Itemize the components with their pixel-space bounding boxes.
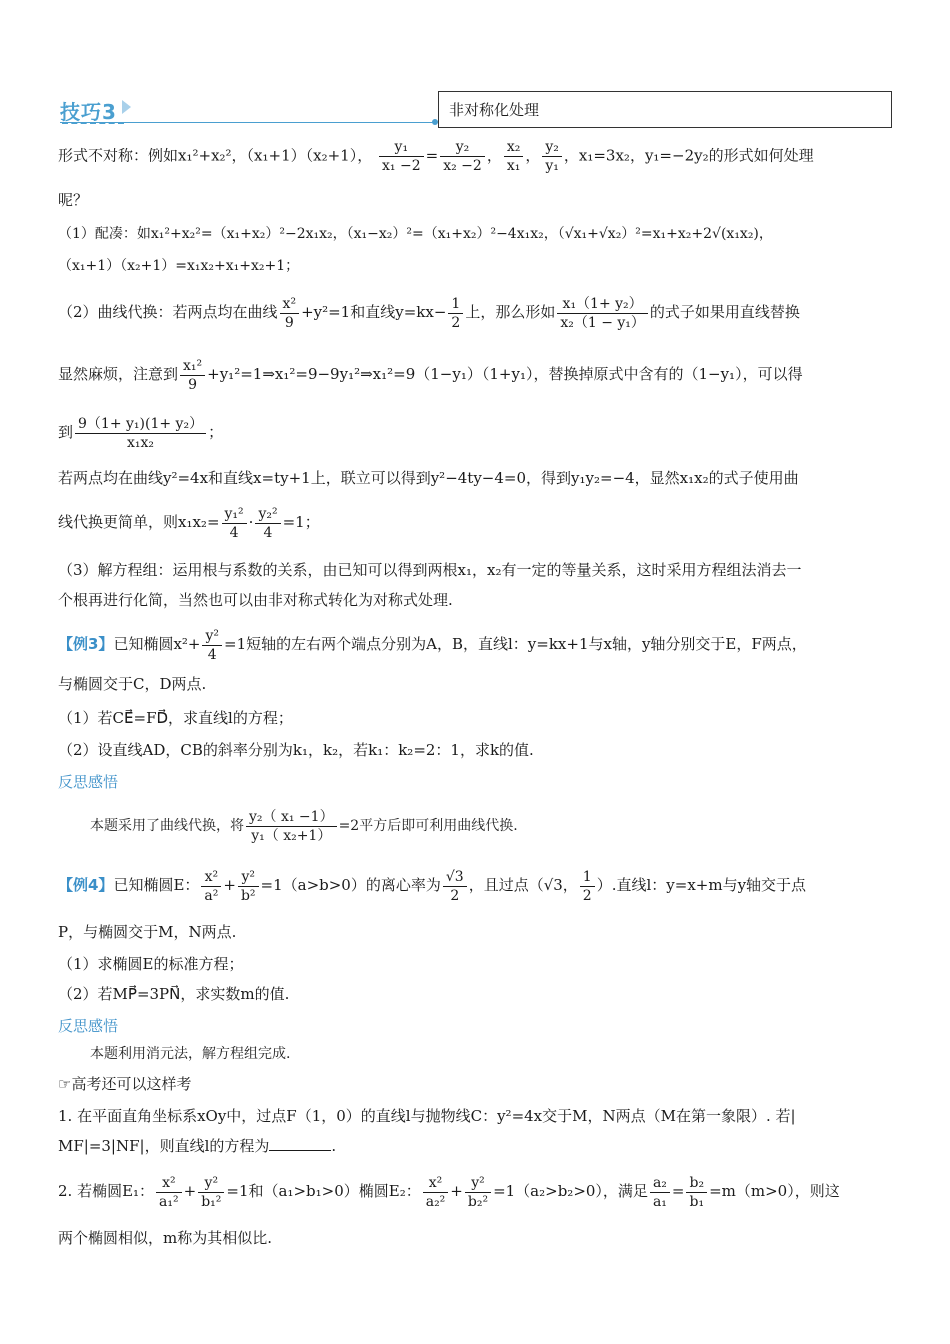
more-title: ☞高考还可以这样考 (58, 1075, 192, 1093)
example4-q1: （1）求椭圆E的标准方程； (58, 955, 244, 973)
fraction: $\frac{\text{x²}}{\text{a₁²}}$ (156, 1174, 182, 1211)
more-p1-line-2: MF|=3|NF|，则直线l的方程为 . (58, 1137, 337, 1155)
fraction: $\frac{\text{x²}}{\text{a²}}$ (201, 868, 221, 905)
example3-q2: （2）设直线AD，CB的斜率分别为k₁，k₂，若k₁：k₂=2：1，求k的值. (58, 741, 534, 759)
example3-q1: （1）若CE⃗=FD⃗，求直线l的方程； (58, 709, 293, 727)
answer-blank (269, 1136, 331, 1151)
reflect-title-2: 反思感悟 (58, 1017, 119, 1035)
fraction: $\frac{\text{b₂}}{\text{b₁}}$ (686, 1174, 707, 1211)
more-p2-line-2: 两个椭圆相似，m称为其相似比. (58, 1229, 272, 1247)
fraction: $\frac{\text{9（1+ y₁)(1+ y₂）}}{\text{x₁x₂}}$ (75, 415, 206, 452)
more-p1-line-1: 1. 在平面直角坐标系xOy中，过点F（1，0）的直线l与抛物线C：y²=4x交于M，N两点（M在第一象限）. 若| (58, 1107, 796, 1125)
example4-tag: 【例4】 (58, 876, 114, 894)
item3-line-1: （3）解方程组：运用根与系数的关系，由已知可以得到两根x₁，x₂有一定的等量关系，这时采用方程组法消去一 (58, 561, 802, 579)
item1-line-1: （1）配凑：如x₁²+x₂²=（x₁+x₂）²−2x₁x₂，（x₁−x₂）²=（x₁+x₂）²−4x₁x₂，（√x₁+√x₂）²=x₁+x₂+2√(x₁x₂)， (58, 226, 773, 242)
intro-line-1: 形式不对称：例如x₁²+x₂²，（x₁+1）（x₂+1）， $\frac{\text{y₁}}{\text{x₁ −2}}$ = $\frac{\text{y₂}}{\text{x₂ −2}}$ ， $\frac{\text{x₂}}{\text{x₁}}$ ， $\frac{\text{y₂}}{\text{y₁}}$ ，x₁=3x₂，y₁=−2y₂的形式如何处理 (58, 139, 814, 174)
fraction: $\frac{\text{y₂（ x₁ −1）}}{\text{y₁（ x₂+1）}}$ (246, 808, 337, 845)
item3-line-2: 个根再进行化简，当然也可以由非对称式转化为对称式处理. (58, 591, 453, 609)
divider-line (60, 122, 434, 123)
fraction: $\frac{\text{y²}}{4}$ (202, 627, 222, 664)
example4-line-2: P，与椭圆交于M，N两点. (58, 923, 237, 941)
fraction: $\frac{\text{y²}}{\text{b₂²}}$ (465, 1174, 491, 1211)
technique-badge (58, 88, 436, 128)
fraction: $\frac{\text{a₂}}{\text{a₁}}$ (650, 1174, 670, 1211)
item1-line-2: （x₁+1）（x₂+1）=x₁x₂+x₁+x₂+1； (58, 258, 300, 274)
fraction: $\frac{\text{y₂}}{\text{x₂ −2}}$ (440, 138, 485, 175)
badge-label: 技巧3 (60, 100, 117, 124)
fraction: $\frac{\text{x₁（1+ y₂）}}{\text{x₂（1 − y₁）}}$ (557, 295, 648, 332)
fraction: $\frac{\text{y₂}}{\text{y₁}}$ (542, 138, 562, 175)
fraction: $\frac{\text{y²}}{\text{b²}}$ (238, 868, 259, 905)
fraction: $\frac{\text{y₁}}{\text{x₁ −2}}$ (379, 138, 424, 175)
item2-line-2: 显然麻烦，注意到 $\frac{\text{x₁²}}{9}$ +y₁²=1⇒x₁²=9−9y₁²⇒x₁²=9（1−y₁）（1+y₁），替换掉原式中含有的（1−y₁），可以得 (58, 357, 803, 393)
fraction: $\frac{\text{x²}}{\text{a₂²}}$ (423, 1174, 449, 1211)
fraction: $\frac{1}{2}$ (448, 295, 463, 332)
example4-q2: （2）若MP⃗=3PN⃗，求实数m的值. (58, 985, 290, 1003)
reflect-text-1: 本题采用了曲线代换，将 $\frac{\text{y₂（ x₁ −1）}}{\text{y₁（ x₂+1）}}$ =2平方后即可利用曲线代换. (90, 808, 518, 844)
item2-line-4: 若两点均在曲线y²=4x和直线x=ty+1上，联立可以得到y²−4ty−4=0，得到y₁y₂=−4，显然x₁x₂的式子使用曲 (58, 469, 799, 487)
intro-line-2: 呢？ (58, 191, 89, 209)
item2-line-3: 到 $\frac{\text{9（1+ y₁)(1+ y₂）}}{\text{x₁x₂}}$ ； (58, 415, 224, 451)
reflect-title-1: 反思感悟 (58, 773, 119, 791)
example3-line-2: 与椭圆交于C，D两点. (58, 675, 207, 693)
fraction: $\frac{\text{y₁²}}{4}$ (222, 505, 247, 542)
item2-line-5: 线代换更简单，则x₁x₂= $\frac{\text{y₁²}}{4}$ · $\frac{\text{y₂²}}{4}$ =1； (58, 505, 320, 541)
reflect-text-2: 本题利用消元法，解方程组完成. (90, 1046, 291, 1062)
example3-tag: 【例3】 (58, 635, 114, 653)
fraction: $\frac{\text{y²}}{\text{b₁²}}$ (198, 1174, 224, 1211)
more-p2-line-1: 2. 若椭圆E₁： $\frac{\text{x²}}{\text{a₁²}}$ + $\frac{\text{y²}}{\text{b₁²}}$ =1和（a₁>b₁>0）椭圆E₂： $\frac{\text{x²}}{\text{a₂²}}$ + $\frac{\text{y²}}{\text{b₂²}}$ =1（a₂>b₂>0），满足 $\frac{\text{a₂}}{\text{a₁}}$ = $\frac{\text{b₂}}{\text{b₁}}$ =m（m>0），则这 (58, 1174, 840, 1210)
example4-line-1: 【例4】已知椭圆E： $\frac{\text{x²}}{\text{a²}}$ + $\frac{\text{y²}}{\text{b²}}$ =1（a>b>0）的离心率为 $\frac{√3}{2}$ ，且过点（√3， $\frac{1}{2}$ ）.直线l：y=x+m与y轴交于点 (58, 868, 807, 904)
example3-line-1: 【例3】已知椭圆x²+ $\frac{\text{y²}}{4}$ =1短轴的左右两个端点分别为A，B，直线l：y=kx+1与x轴，y轴分别交于E，F两点， (58, 627, 807, 663)
item2-line-1: （2）曲线代换：若两点均在曲线 $\frac{\text{x²}}{9}$ +y²=1和直线y=kx− $\frac{1}{2}$ 上，那么形如 $\frac{\text{x₁（1+ y₂）}}{\text{x₂（1 − y₁）}}$ 的式子如果用直线替换 (58, 295, 800, 331)
section-header (58, 88, 892, 130)
fraction: $\frac{\text{x₁²}}{9}$ (180, 357, 205, 394)
page (58, 88, 892, 1247)
fraction: $\frac{\text{x₂}}{\text{x₁}}$ (504, 138, 524, 175)
fraction: $\frac{\text{y₂²}}{4}$ (255, 505, 280, 542)
section-title: 非对称化处理 (438, 91, 892, 128)
play-arrow-icon (122, 100, 131, 114)
fraction: $\frac{\text{x²}}{9}$ (280, 295, 300, 332)
fraction: $\frac{1}{2}$ (580, 868, 595, 905)
fraction: $\frac{√3}{2}$ (443, 868, 467, 905)
